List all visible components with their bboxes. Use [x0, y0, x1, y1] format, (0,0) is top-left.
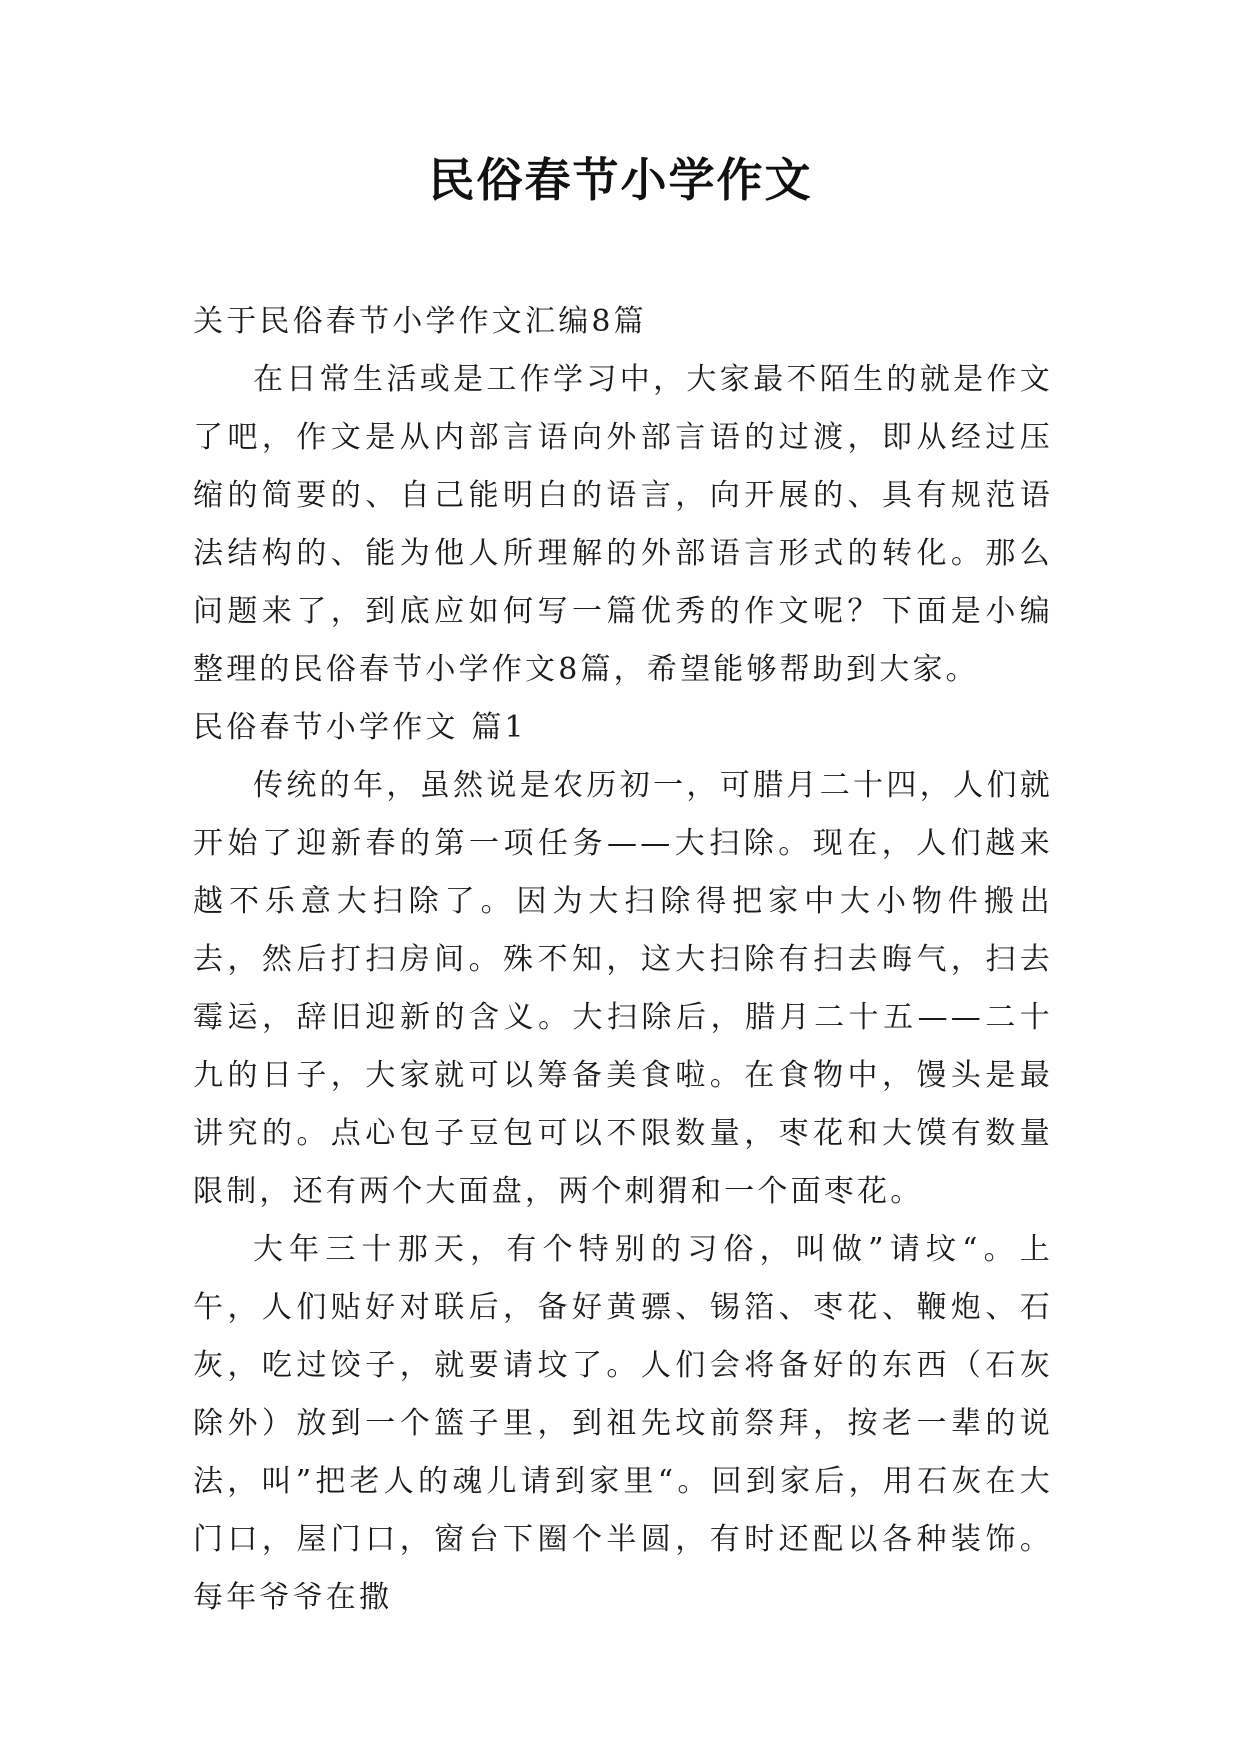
collection-subtitle: 关于民俗春节小学作文汇编8篇	[193, 304, 647, 339]
intro-paragraph: 在日常生活或是工作学习中，大家最不陌生的就是作文了吧，作文是从内部言语向外部言语的过渡，即从经过压缩的简要的、自己能明白的语言，向开展的、具有规范语法结构的、能为他人所理解的外部语言形式的转化。那么问题来了，到底应如何写一篇优秀的作文呢？下面是小编整理的民俗春节小学作文8篇，希望能够帮助到大家。	[193, 362, 1053, 687]
section-heading: 民俗春节小学作文 篇1	[193, 710, 527, 745]
essay-paragraph-2: 大年三十那天，有个特别的习俗，叫做”请坟“。上午，人们贴好对联后，备好黄骠、锡箔、枣花、鞭炮、石灰，吃过饺子，就要请坟了。人们会将备好的东西（石灰除外）放到一个篮子里，到祖先坟前祭拜，按老一辈的说法，叫”把老人的魂儿请到家里“。回到家后，用石灰在大门口，屋门口，窗台下圈个半圆，有时还配以各种装饰。每年爷爷在撒	[193, 1232, 1053, 1615]
essay-paragraph-1: 传统的年，虽然说是农历初一，可腊月二十四，人们就开始了迎新春的第一项任务——大扫除。现在，人们越来越不乐意大扫除了。因为大扫除得把家中大小物件搬出去，然后打扫房间。殊不知，这大扫除有扫去晦气，扫去霉运，辞旧迎新的含义。大扫除后，腊月二十五——二十九的日子，大家就可以筹备美食啦。在食物中，馒头是最讲究的。点心包子豆包可以不限数量，枣花和大馍有数量限制，还有两个大面盘，两个刺猬和一个面枣花。	[193, 768, 1053, 1209]
document-body	[193, 293, 1053, 1627]
document-title: 民俗春节小学作文	[428, 153, 813, 207]
